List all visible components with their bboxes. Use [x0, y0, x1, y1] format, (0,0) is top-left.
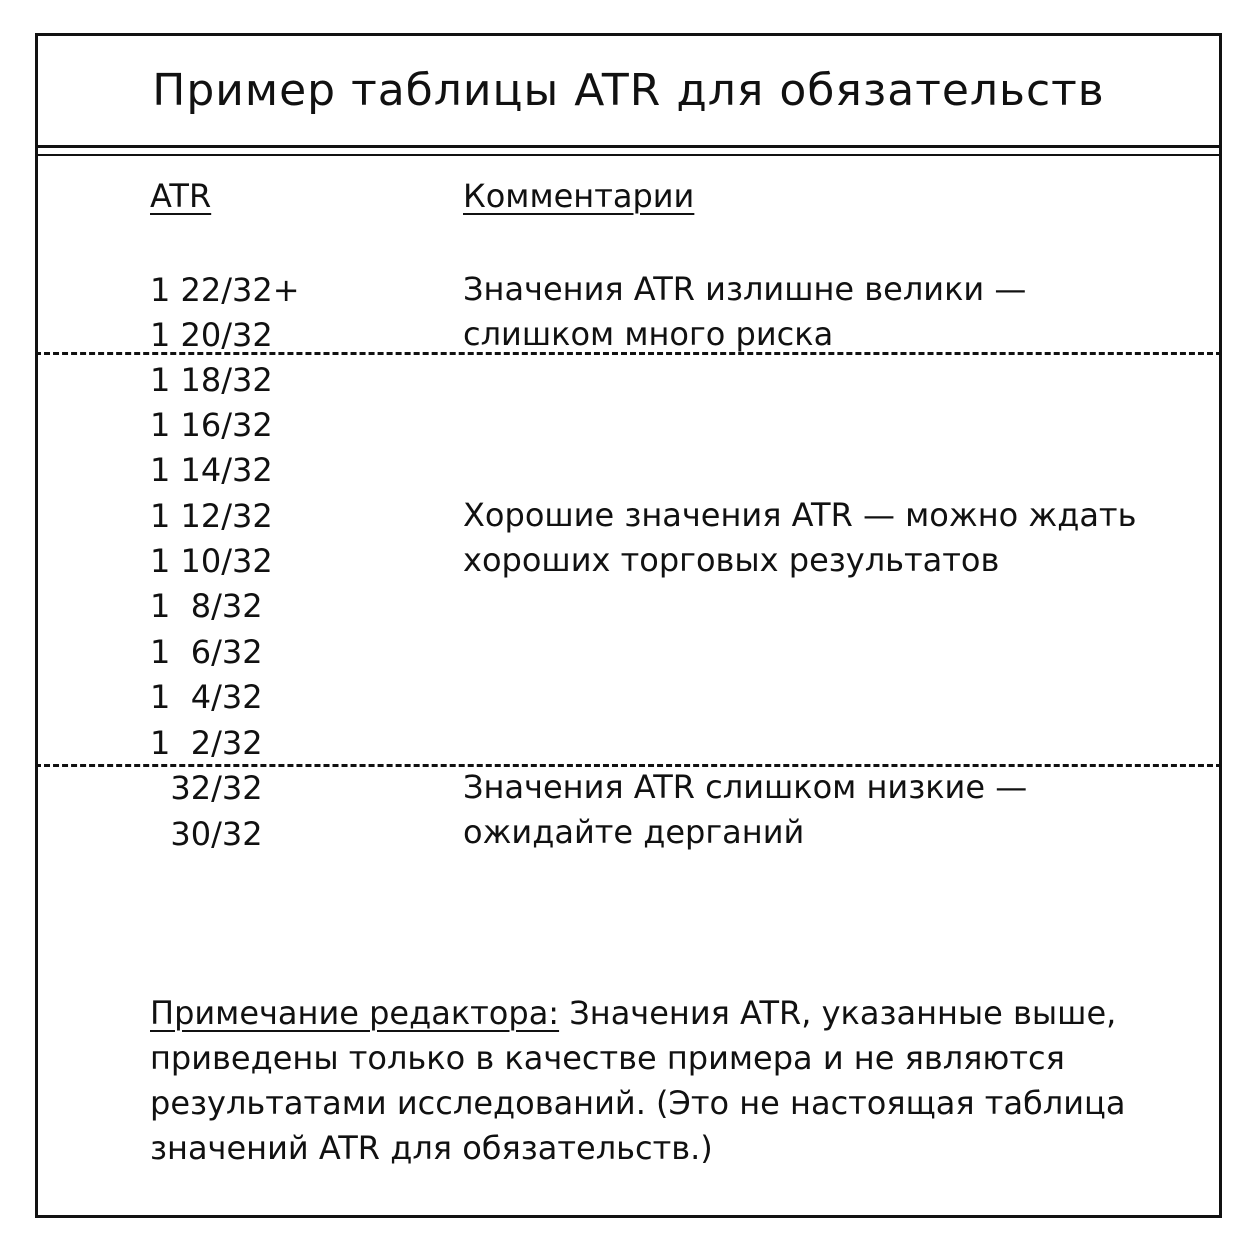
atr-value: 1 22/32+: [150, 271, 300, 309]
note-text: результатами исследований. (Это не настоящая таблица: [150, 1084, 1126, 1122]
note-text: значений ATR для обязательств.): [150, 1129, 713, 1167]
atr-value: 1 12/32: [150, 497, 273, 535]
atr-value: 30/32: [150, 815, 263, 853]
atr-value: 1 10/32: [150, 542, 273, 580]
atr-value: 1 4/32: [150, 678, 263, 716]
atr-value: 1 20/32: [150, 316, 273, 354]
atr-value: 1 14/32: [150, 451, 273, 489]
atr-value: 1 18/32: [150, 361, 273, 399]
atr-value: 1 6/32: [150, 633, 263, 671]
comments-column-header: Комментарии: [463, 177, 695, 215]
comment-line: Хорошие значения ATR — можно ждать: [463, 496, 1137, 534]
comment-line: хороших торговых результатов: [463, 541, 1000, 579]
page-title: Пример таблицы ATR для обязательств: [152, 65, 1105, 116]
table-frame: [35, 33, 1222, 1218]
atr-value: 32/32: [150, 769, 263, 807]
title-box: [38, 36, 1219, 148]
comment-low: [463, 765, 1027, 855]
note-text: приведены только в качестве примера и не являются: [150, 1039, 1065, 1077]
comment-line: слишком много риска: [463, 315, 834, 353]
comment-line: Значения ATR излишне велики —: [463, 270, 1027, 308]
note-label: Примечание редактора:: [150, 994, 560, 1032]
comment-line: Значения ATR слишком низкие —: [463, 768, 1028, 806]
title-divider: [38, 147, 1219, 156]
comment-line: ожидайте дерганий: [463, 813, 805, 851]
comment-good: [463, 493, 1136, 583]
note-line-1: [150, 991, 1180, 1036]
atr-column-header: ATR: [150, 177, 212, 215]
atr-value: 1 8/32: [150, 587, 263, 625]
note-text: Значения ATR, указанные выше,: [559, 994, 1117, 1032]
atr-value: 1 16/32: [150, 406, 273, 444]
editor-note: [150, 991, 1180, 1171]
atr-value: 1 2/32: [150, 724, 263, 762]
comment-high: [463, 267, 1026, 357]
